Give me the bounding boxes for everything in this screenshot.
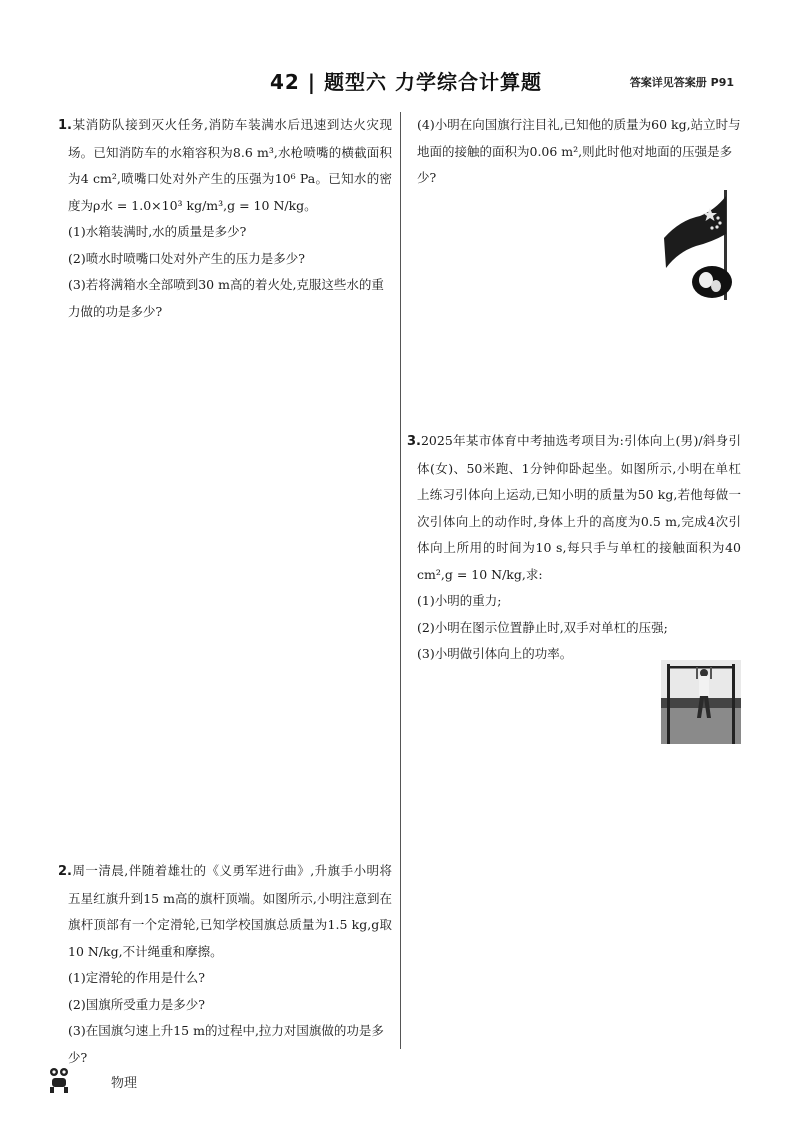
question-stem: (4)小明在向国旗行注目礼,已知他的质量为60 kg,站立时与地面的接触的面积为0.06 m²,则此时他对地面的压强是多少? <box>417 117 741 185</box>
sub-question: (1)定滑轮的作用是什么? <box>68 970 205 985</box>
page-footer <box>46 1066 246 1096</box>
page-title: 42 | 题型六 力学综合计算题 <box>270 70 543 94</box>
question-number: 3. <box>407 434 421 449</box>
sub-question: (2)国旗所受重力是多少? <box>68 996 205 1012</box>
column-divider <box>400 112 401 1049</box>
question-stem: 2025年某市体育中考抽选考项目为:引体向上(男)/斜身引体(女)、50米跑、1分钟仰卧起坐。如图所示,小明在单杠上练习引体向上运动,已知小明的质量为50 kg,若他每做一次引体向上的动作时,身体上升的高度为0.5 m,完成4次引体向上所用的时间为10 s,每只手与单杠的接触面积为40 cm²,g = 10 N/kg,求: <box>417 433 741 582</box>
question-number: 2. <box>58 864 72 879</box>
sub-question: (2)喷水时喷嘴口处对外产生的压力是多少? <box>68 250 305 266</box>
pullup-photo-icon <box>661 660 741 744</box>
question-2 <box>58 858 392 1071</box>
question-1 <box>58 112 392 325</box>
sub-question: (3)小明做引体向上的功率。 <box>417 646 573 661</box>
sub-question: (3)在国旗匀速上升15 m的过程中,拉力对国旗做的功是多少? <box>68 1023 384 1065</box>
question-2-continued <box>407 112 741 192</box>
flag-photo-icon <box>660 190 740 300</box>
question-number: 1. <box>58 118 72 133</box>
question-3 <box>407 428 741 668</box>
page-header <box>0 66 800 100</box>
sub-question: (1)小明的重力; <box>417 593 502 608</box>
mascot-logo-icon <box>46 1066 72 1098</box>
sub-question: (3)若将满箱水全部喷到30 m高的着火处,克服这些水的重力做的功是多少? <box>68 277 384 319</box>
question-stem: 某消防队接到灭火任务,消防车装满水后迅速到达火灾现场。已知消防车的水箱容积为8.6 m³,水枪喷嘴的横截面积为4 cm²,喷嘴口处对外产生的压强为10⁶ Pa。已知水的密度为ρ水 = 1.0×10³ kg/m³,g = 10 N/kg。 <box>68 117 392 213</box>
answer-reference: 答案详见答案册 P91 <box>629 76 734 89</box>
subject-label: 物理 <box>111 1076 138 1091</box>
question-stem: 周一清晨,伴随着雄壮的《义勇军进行曲》,升旗手小明将五星红旗升到15 m高的旗杆顶端。如图所示,小明注意到在旗杆顶部有一个定滑轮,已知学校国旗总质量为1.5 kg,g取10 N/kg,不计绳重和摩擦。 <box>68 863 392 959</box>
sub-question: (2)小明在图示位置静止时,双手对单杠的压强; <box>417 619 668 635</box>
sub-question: (1)水箱装满时,水的质量是多少? <box>68 224 247 239</box>
